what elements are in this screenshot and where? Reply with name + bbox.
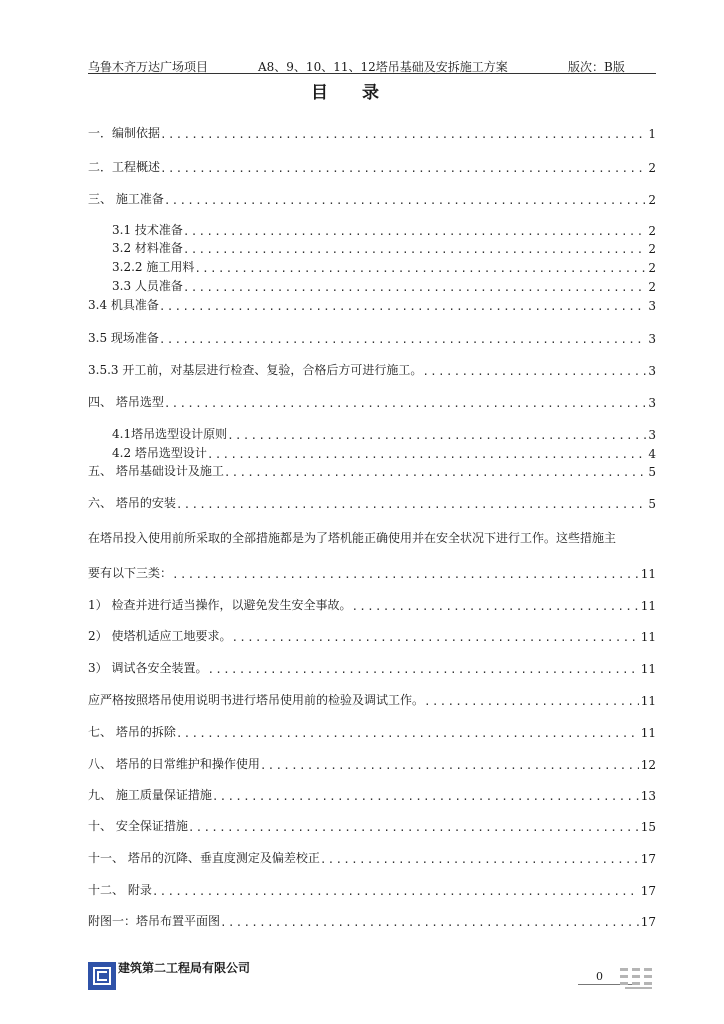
toc-entry-title: 4.2 塔吊选型设计 <box>112 446 207 460</box>
toc-entry[interactable] <box>112 259 656 275</box>
leader-dots <box>224 466 647 479</box>
toc-entry-page: 15 <box>640 820 656 834</box>
toc-entry-title: 2） 使塔机适应工地要求。 <box>88 629 232 643</box>
leader-dots <box>160 162 646 175</box>
toc-entry[interactable] <box>88 692 656 708</box>
toc-entry[interactable] <box>88 597 656 613</box>
toc-entry[interactable] <box>88 330 656 346</box>
toc-entry-title: 九、 施工质量保证措施 <box>88 788 212 802</box>
leader-dots <box>260 759 639 772</box>
header-divider <box>88 73 656 74</box>
toc-entry-title: 4.1塔吊选型设计原则 <box>112 427 228 441</box>
toc-entry-page: 1 <box>648 127 656 141</box>
toc-entry-title: 四、 塔吊选型 <box>88 395 164 409</box>
toc-entry[interactable] <box>112 426 656 442</box>
leader-dots <box>422 365 646 378</box>
toc-entry[interactable] <box>88 297 656 313</box>
footer-page-number: 0 <box>596 970 603 983</box>
leader-dots <box>164 397 647 410</box>
toc-entry-title: 二．工程概述 <box>88 160 161 174</box>
leader-dots <box>424 695 639 708</box>
footer-decoration-icon <box>618 966 654 992</box>
toc-entry-page: 17 <box>640 852 656 866</box>
toc-entry-title: 八、 塔吊的日常维护和操作使用 <box>88 757 260 771</box>
leader-dots <box>194 262 646 275</box>
toc-entry-title: 七、 塔吊的拆除 <box>88 725 176 739</box>
leader-dots <box>152 885 639 898</box>
toc-entry-title: 附图一：塔吊布置平面图 <box>88 914 221 928</box>
toc-entry[interactable] <box>112 240 656 256</box>
leader-dots <box>176 727 639 740</box>
toc-entry-page: 2 <box>648 161 656 175</box>
toc-entry[interactable] <box>88 495 656 511</box>
toc-entry[interactable] <box>88 787 656 803</box>
toc-entry[interactable] <box>88 850 656 866</box>
toc-entry[interactable] <box>112 222 656 238</box>
toc-entry[interactable] <box>88 660 656 676</box>
toc-entry-title: 十二、 附录 <box>88 883 152 897</box>
leader-dots <box>351 600 638 613</box>
header-version: 版次：B版 <box>568 60 625 74</box>
leader-dots <box>183 281 646 294</box>
toc-paragraph: 在塔吊投入使用前所采取的全部措施都是为了塔机能正确使用并在安全状况下进行工作。这些措施主 <box>88 531 617 545</box>
toc-entry-page: 5 <box>648 497 656 511</box>
toc-entry-title: 3.5 现场准备 <box>88 331 159 345</box>
toc-entry-page: 3 <box>648 364 656 378</box>
toc-entry[interactable] <box>88 394 656 410</box>
toc-title: 目录 <box>311 83 413 103</box>
toc-entry-page: 11 <box>640 599 656 613</box>
toc-entry-page: 5 <box>648 465 656 479</box>
leader-dots <box>227 429 646 442</box>
toc-entry-page: 2 <box>648 280 656 294</box>
toc-entry-page: 11 <box>640 662 656 676</box>
toc-entry-title: 3.2.2 施工用料 <box>112 260 195 274</box>
toc-entry-title: 3.1 技术准备 <box>112 223 183 237</box>
toc-entry[interactable] <box>88 565 656 581</box>
toc-entry[interactable] <box>88 191 656 207</box>
toc-entry-page: 2 <box>648 224 656 238</box>
toc-entry-page: 11 <box>640 567 656 581</box>
toc-entry[interactable] <box>88 818 656 834</box>
toc-entry-title: 三、 施工准备 <box>88 192 164 206</box>
leader-dots <box>220 916 639 929</box>
toc-entry-title: 十、 安全保证措施 <box>88 819 188 833</box>
page-header <box>88 58 656 74</box>
leader-dots <box>160 128 646 141</box>
leader-dots <box>159 300 646 313</box>
toc-entry-title: 3.4 机具准备 <box>88 298 159 312</box>
toc-entry-page: 11 <box>640 630 656 644</box>
leader-dots <box>164 194 647 207</box>
toc-entry-title: 六、 塔吊的安装 <box>88 496 176 510</box>
toc-entry[interactable] <box>88 362 656 378</box>
leader-dots <box>172 568 639 581</box>
leader-dots <box>231 631 638 644</box>
toc-entry[interactable] <box>88 756 656 772</box>
toc-entry-page: 3 <box>648 332 656 346</box>
toc-entry-title: 1） 检查并进行适当操作，以避免发生安全事故。 <box>88 598 352 612</box>
toc-entry[interactable] <box>112 278 656 294</box>
leader-dots <box>183 225 646 238</box>
toc-entry-title: 3） 调试各安全装置。 <box>88 661 208 675</box>
toc-entry-title: 3.2 材料准备 <box>112 241 183 255</box>
toc-entry-page: 3 <box>648 299 656 313</box>
toc-entry-page: 2 <box>648 261 656 275</box>
leader-dots <box>176 498 647 511</box>
toc-entry-title: 要有以下三类： <box>88 566 173 580</box>
page-footer <box>88 950 668 1000</box>
toc-entry-page: 4 <box>648 447 656 461</box>
leader-dots <box>183 243 646 256</box>
toc-entry[interactable] <box>112 445 656 461</box>
toc-entry[interactable] <box>88 159 656 175</box>
leader-dots <box>207 663 638 676</box>
toc-entry[interactable] <box>88 882 656 898</box>
toc-entry-page: 2 <box>648 193 656 207</box>
leader-dots <box>207 448 646 461</box>
toc-entry-page: 17 <box>640 884 656 898</box>
toc-entry-title: 五、 塔吊基础设计及施工 <box>88 464 224 478</box>
header-doc-title: A8、9、10、11、12塔吊基础及安拆施工方案 <box>258 60 508 74</box>
toc-entry[interactable] <box>88 913 656 929</box>
header-project: 乌鲁木齐万达广场项目 <box>88 60 209 74</box>
toc-entry-title: 3.3 人员准备 <box>112 279 183 293</box>
toc-entry-title: 十一、 塔吊的沉降、垂直度测定及偏差校正 <box>88 851 320 865</box>
leader-dots <box>320 853 639 866</box>
toc-entry-page: 11 <box>640 694 656 708</box>
toc-entry[interactable] <box>88 628 656 644</box>
company-logo-icon <box>88 962 116 990</box>
toc-entry-title: 3.5.3 开工前，对基层进行检查、复验，合格后方可进行施工。 <box>88 363 423 377</box>
toc-entry-page: 17 <box>640 915 656 929</box>
leader-dots <box>212 790 639 803</box>
toc-entry-page: 11 <box>640 726 656 740</box>
toc-entry-title: 应严格按照塔吊使用说明书进行塔吊使用前的检验及调试工作。 <box>88 693 425 707</box>
toc-entry-title: 一．编制依据 <box>88 126 161 140</box>
toc-entry-page: 2 <box>648 242 656 256</box>
toc-entry[interactable] <box>88 463 656 479</box>
toc-entry[interactable] <box>88 125 656 141</box>
leader-dots <box>188 821 639 834</box>
toc-entry-page: 12 <box>640 758 656 772</box>
toc-entry-page: 3 <box>648 396 656 410</box>
footer-company: 建筑第二工程局有限公司 <box>118 961 251 975</box>
toc-entry[interactable] <box>88 724 656 740</box>
toc-entry-page: 13 <box>640 789 656 803</box>
toc-entry-page: 3 <box>648 428 656 442</box>
leader-dots <box>159 333 646 346</box>
